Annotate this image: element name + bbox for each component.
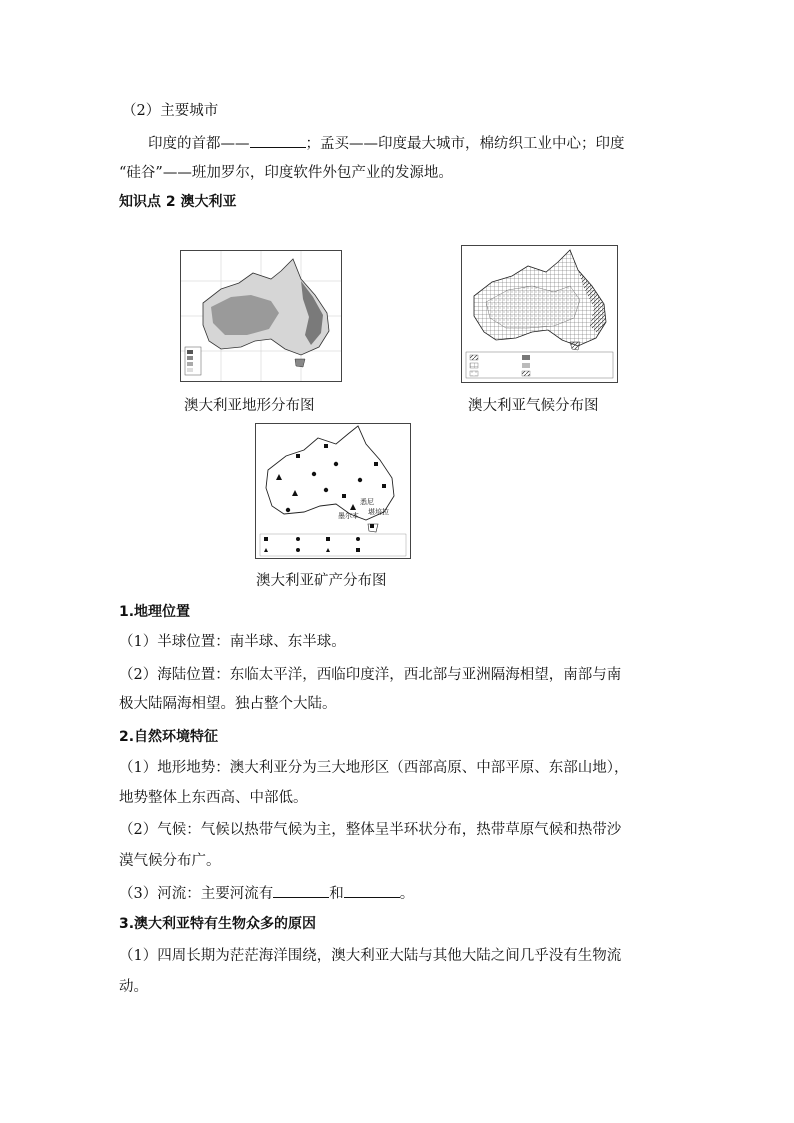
text-capital-prefix: 印度的首都—— — [148, 136, 250, 152]
paragraph-terrain-line2: 地势整体上东西高、中部低。 — [119, 790, 308, 806]
paragraph-isolation-line1: （1）四周长期为茫茫海洋围绕，澳大利亚大陆与其他大陆之间几乎没有生物流 — [119, 948, 622, 964]
text-mumbai: ；孟买——印度最大城市，棉纺织工业中心；印度 — [305, 136, 625, 152]
mineral-label-sydney: 悉尼 — [360, 498, 374, 506]
mineral-map-image — [255, 423, 411, 559]
terrain-map-caption: 澳大利亚地形分布图 — [184, 398, 315, 414]
text-and: 和 — [329, 886, 344, 902]
paragraph-sea-land-line1: （2）海陆位置：东临太平洋，西临印度洋，西北部与亚洲隔海相望，南部与南 — [119, 667, 622, 683]
subsection-heading-main-cities: （2）主要城市 — [122, 103, 219, 119]
blank-river-1[interactable] — [273, 883, 329, 898]
blank-river-2[interactable] — [344, 883, 400, 898]
terrain-map-image — [180, 250, 342, 382]
section-title-location: 1.地理位置 — [119, 604, 191, 620]
paragraph-rivers — [119, 883, 414, 904]
section-title-environment: 2.自然环境特征 — [119, 729, 219, 745]
paragraph-climate-line1: （2）气候：气候以热带气候为主，整体呈半环状分布，热带草原气候和热带沙 — [119, 822, 622, 838]
section-title-unique-species: 3.澳大利亚特有生物众多的原因 — [119, 916, 317, 932]
climate-map-image — [461, 245, 618, 383]
knowledge-point-title: 知识点 2 澳大利亚 — [119, 194, 237, 210]
paragraph-hemisphere: （1）半球位置：南半球、东半球。 — [119, 634, 346, 650]
blank-india-capital[interactable] — [250, 133, 306, 148]
paragraph-india-cities-line2: “硅谷”——班加罗尔，印度软件外包产业的发源地。 — [119, 165, 453, 181]
text-period: 。 — [399, 886, 415, 902]
paragraph-climate-line2: 漠气候分布广。 — [119, 853, 221, 869]
mineral-label-melbourne: 墨尔本 — [338, 512, 359, 520]
paragraph-sea-land-line2: 极大陆隔海相望。独占整个大陆。 — [119, 696, 337, 712]
paragraph-isolation-line2: 动。 — [119, 979, 148, 995]
mineral-map-caption: 澳大利亚矿产分布图 — [256, 573, 387, 589]
paragraph-india-cities-line1 — [148, 133, 625, 154]
text-rivers-prefix: （3）河流：主要河流有 — [119, 886, 274, 902]
climate-map-caption: 澳大利亚气候分布图 — [468, 398, 599, 414]
paragraph-terrain-line1: （1）地形地势：澳大利亚分为三大地形区（西部高原、中部平原、东部山地）， — [119, 760, 629, 776]
mineral-label-canberra: 堪培拉 — [368, 508, 389, 516]
